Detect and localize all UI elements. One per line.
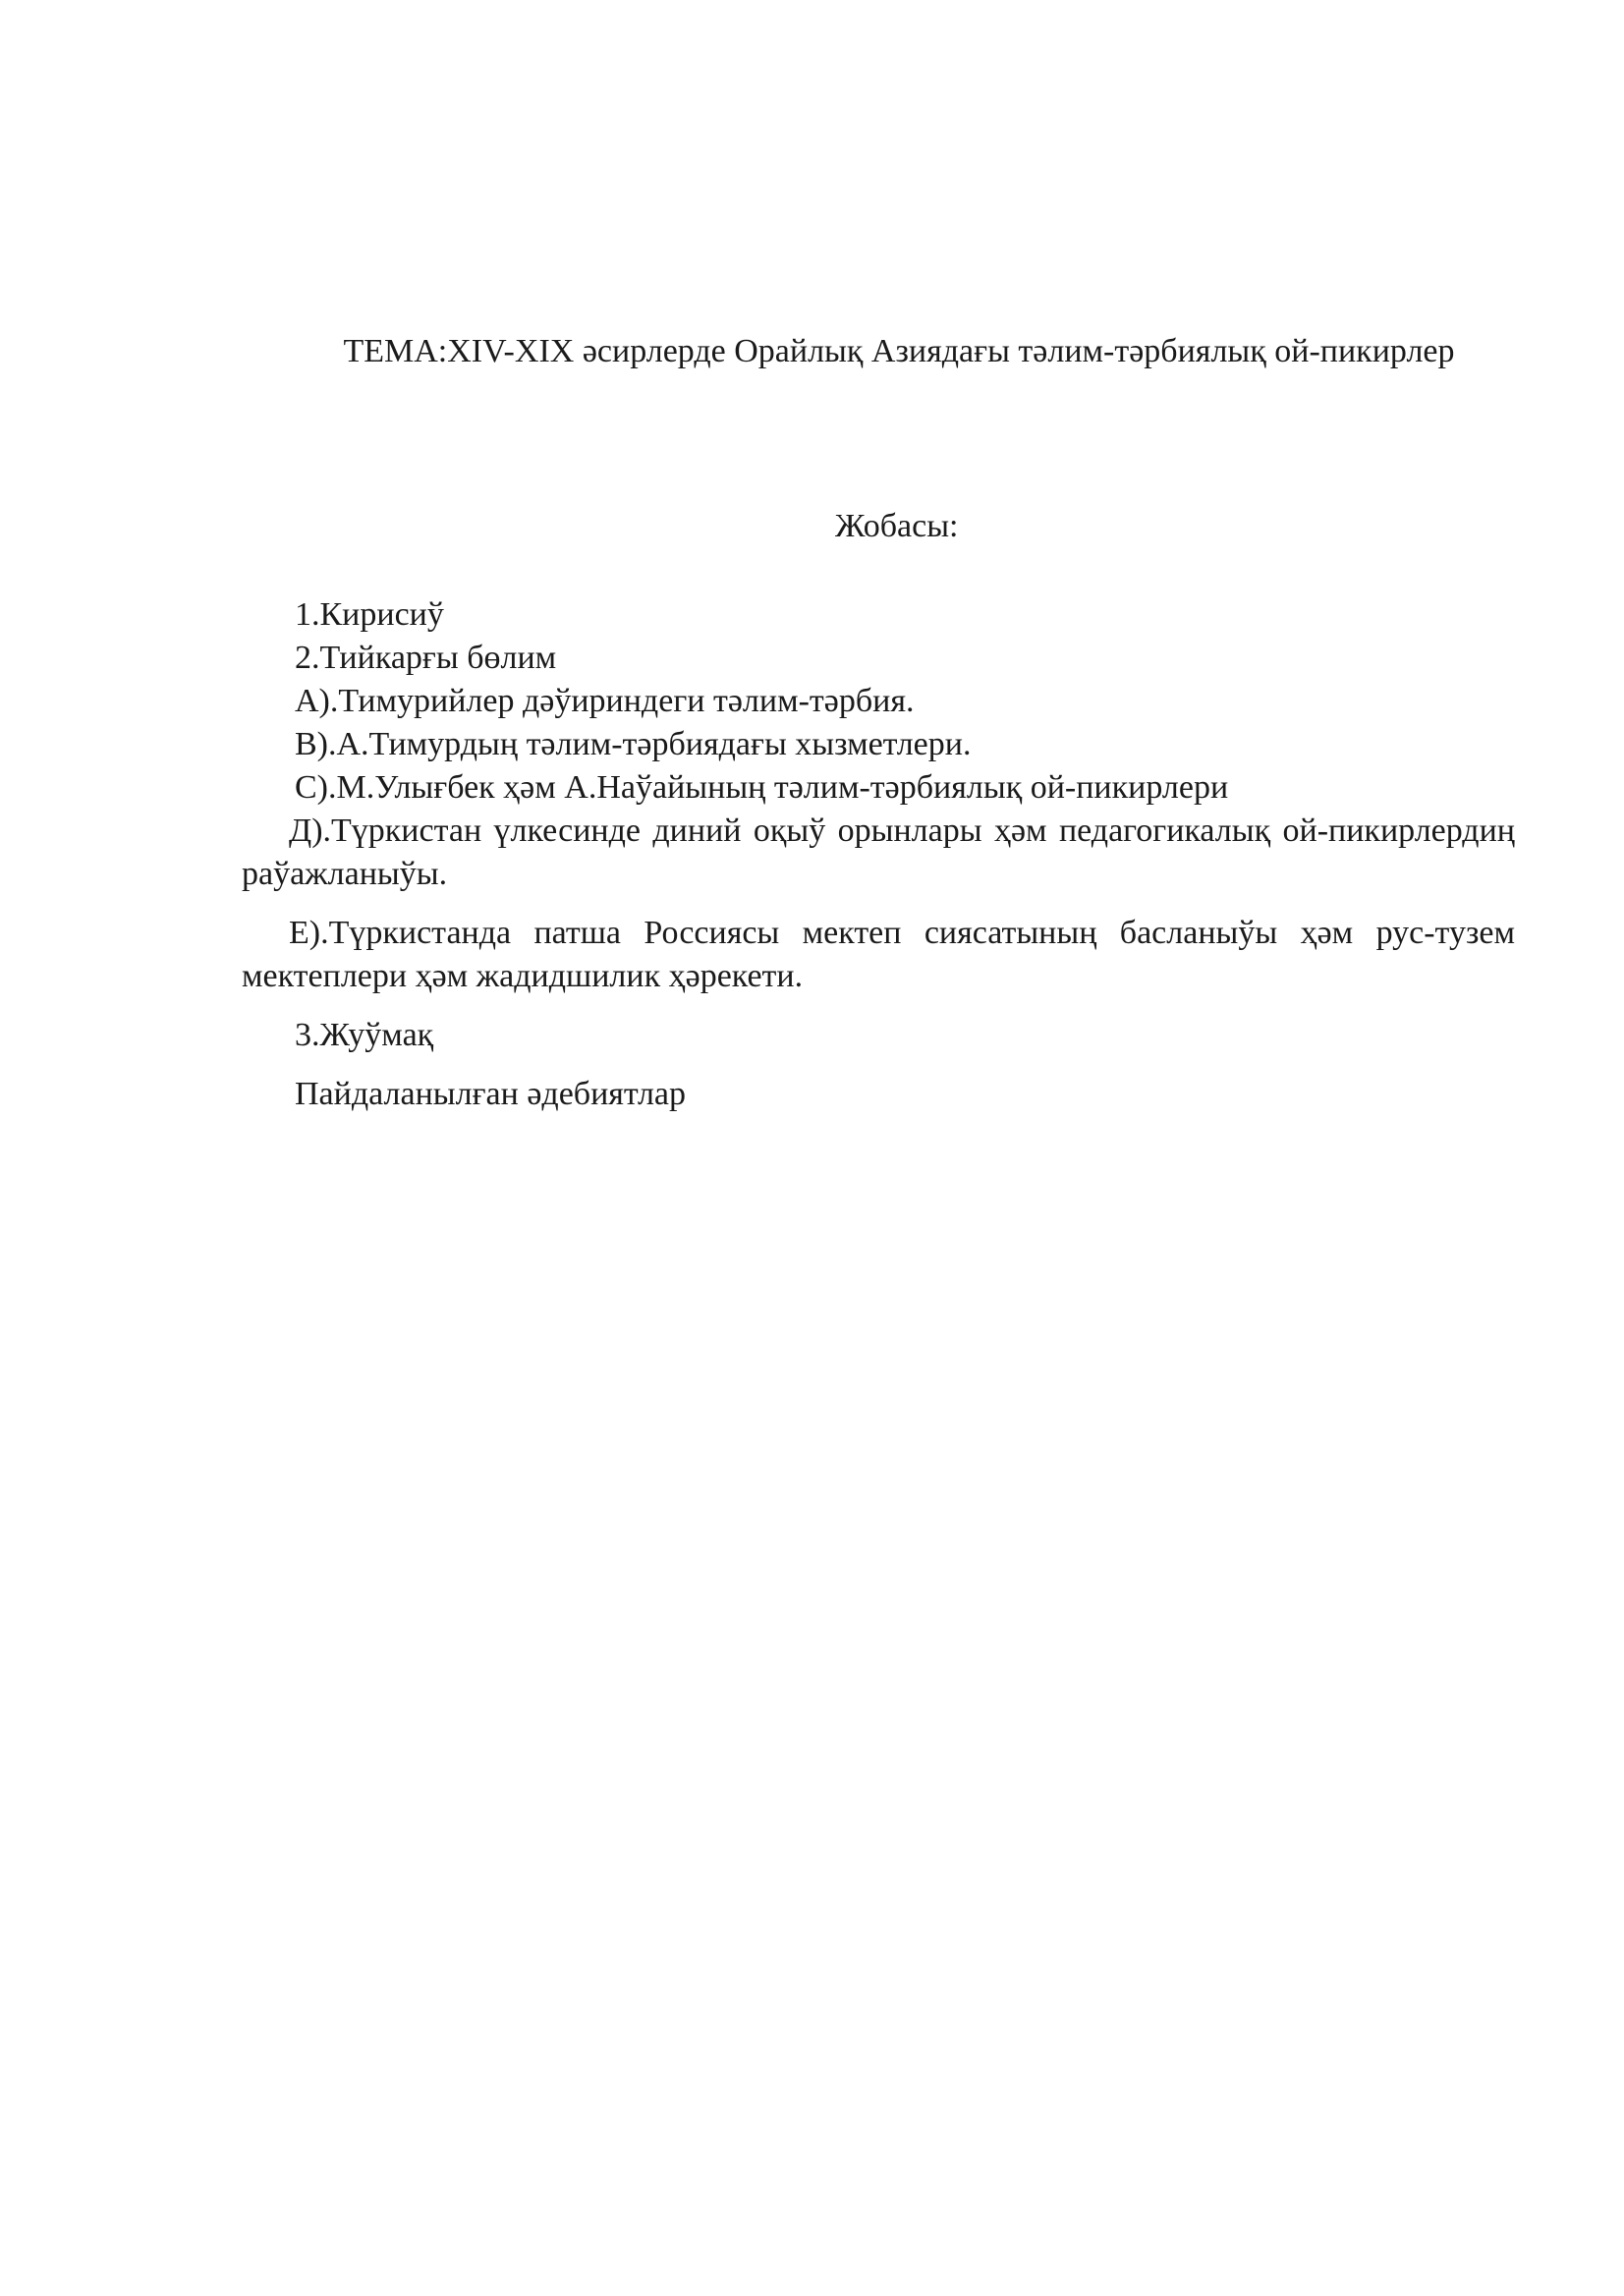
outline-item-b: В).А.Тимурдың тәлим-тәрбиядағы хызметлери. <box>295 726 972 762</box>
document-title: ТЕМА:XIV-XIX әсирлерде Орайлық Азиядағы тәлим-тәрбиялық ой-пикирлер <box>343 333 1455 369</box>
outline-item-references: Пайдаланылған әдебиятлар <box>295 1076 687 1112</box>
outline-item-main-part: 2.Тийкарғы бөлим <box>295 640 557 676</box>
outline-item-e: Е).Түркистанда патша Россиясы мектеп сиясатының басланыўы ҳәм рус-тузем мектеплери ҳәм жадидшилик ҳәрекети. <box>242 915 1515 994</box>
outline-item-introduction: 1.Кирисиў <box>295 596 444 633</box>
outline-item-c: С).М.Улығбек ҳәм А.Наўайының тәлим-тәрбиялық ой-пикирлери <box>295 769 1229 806</box>
outline-item-conclusion: 3.Жуўмақ <box>295 1017 434 1053</box>
outline-list <box>242 593 1515 1116</box>
plan-heading: Жобасы: <box>835 508 959 544</box>
outline-item-a: А).Тимурийлер дәўириндеги тәлим-тәрбия. <box>295 683 915 719</box>
outline-item-d: Д).Түркистан үлкесинде диний оқыў орынлары ҳәм педагогикалық ой-пикирлердиң раўажланыўы. <box>242 812 1515 892</box>
